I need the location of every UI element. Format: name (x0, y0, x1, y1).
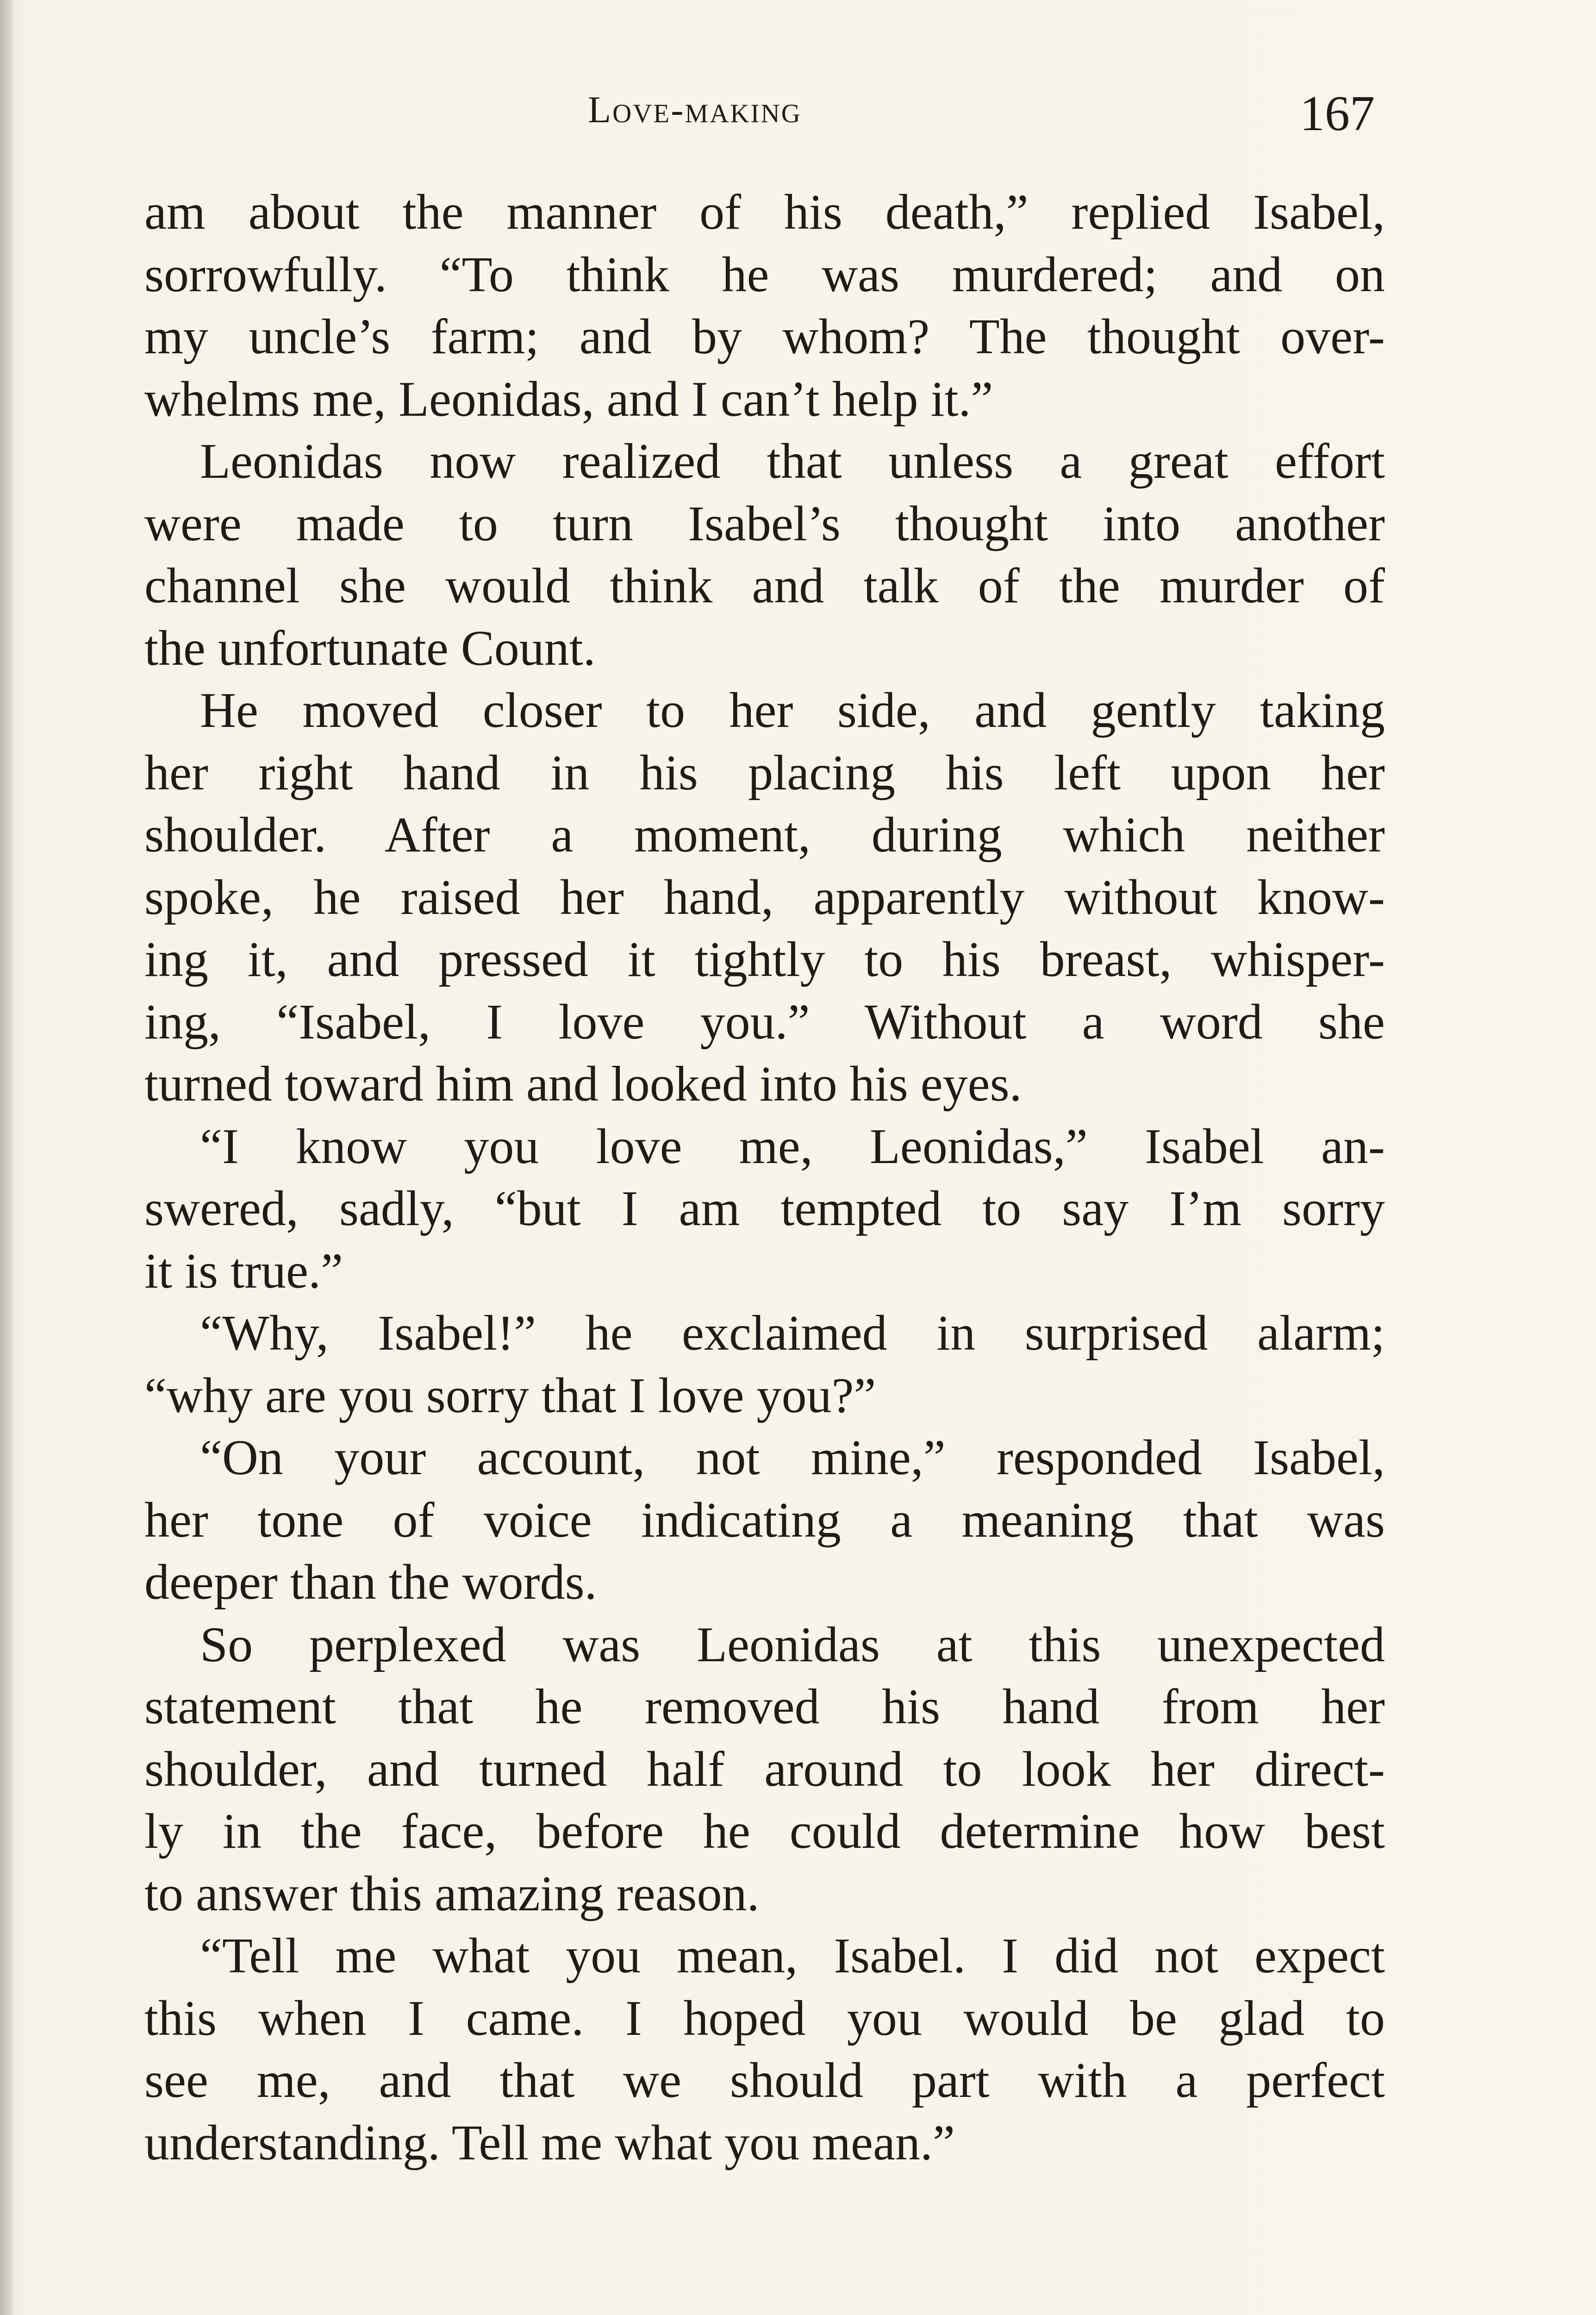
paragraph (144, 1302, 1385, 1427)
text-line: Leonidas now realized that unless a great effort (200, 434, 1385, 489)
text-line: sorrowfully. “To think he was murdered; and on (144, 247, 1385, 302)
paragraph (144, 1116, 1385, 1303)
paragraph (144, 431, 1385, 680)
text-line: shoulder. After a moment, during which neither (144, 807, 1385, 863)
text-line: see me, and that we should part with a perfect (144, 2053, 1385, 2108)
paragraph (144, 1614, 1385, 1926)
text-line: ly in the face, before he could determine how best (144, 1804, 1385, 1859)
text-line: to answer this amazing reason. (144, 1866, 760, 1921)
text-line: the unfortunate Count. (144, 620, 596, 676)
running-head (143, 88, 1384, 148)
text-line: this when I came. I hoped you would be glad to (144, 1990, 1385, 2046)
paragraph (144, 1427, 1385, 1614)
text-line: “I know you love me, Leonidas,” Isabel an- (200, 1119, 1385, 1174)
body-text (144, 181, 1385, 2174)
text-line: were made to turn Isabel’s thought into another (144, 496, 1385, 551)
text-line: turned toward him and looked into his eyes. (144, 1057, 1022, 1112)
text-line: ing it, and pressed it tightly to his breast, whisper- (144, 932, 1385, 987)
running-head-title: Love-making (588, 88, 802, 131)
text-line: “Tell me what you mean, Isabel. I did not expect (200, 1928, 1385, 1983)
text-line: So perplexed was Leonidas at this unexpected (200, 1617, 1385, 1672)
text-line: swered, sadly, “but I am tempted to say I’m sorry (144, 1181, 1385, 1236)
page-spine-edge (0, 0, 13, 2315)
text-line: shoulder, and turned half around to look her direct- (144, 1741, 1385, 1797)
text-line: am about the manner of his death,” replied Isabel, (144, 185, 1385, 240)
paragraph (144, 1925, 1385, 2174)
text-line: He moved closer to her side, and gently taking (200, 683, 1385, 738)
text-line: “On your account, not mine,” responded Isabel, (200, 1430, 1385, 1485)
text-line: ing, “Isabel, I love you.” Without a word she (144, 994, 1385, 1050)
paragraph (144, 680, 1385, 1116)
text-line: spoke, he raised her hand, apparently without know- (144, 870, 1385, 925)
page-number: 167 (1300, 86, 1375, 141)
text-line: understanding. Tell me what you mean.” (144, 2115, 955, 2171)
text-line: her right hand in his placing his left upon her (144, 745, 1385, 801)
text-line: it is true.” (144, 1243, 343, 1299)
text-line: deeper than the words. (144, 1555, 597, 1610)
paragraph (144, 181, 1385, 431)
text-line: my uncle’s farm; and by whom? The thought over- (144, 309, 1385, 364)
text-line: her tone of voice indicating a meaning that was (144, 1492, 1385, 1548)
text-line: channel she would think and talk of the murder of (144, 558, 1385, 613)
text-line: whelms me, Leonidas, and I can’t help it.” (144, 371, 993, 427)
text-line: “Why, Isabel!” he exclaimed in surprised alarm; (200, 1306, 1385, 1361)
text-line: “why are you sorry that I love you?” (144, 1368, 876, 1423)
text-line: statement that he removed his hand from her (144, 1679, 1385, 1734)
